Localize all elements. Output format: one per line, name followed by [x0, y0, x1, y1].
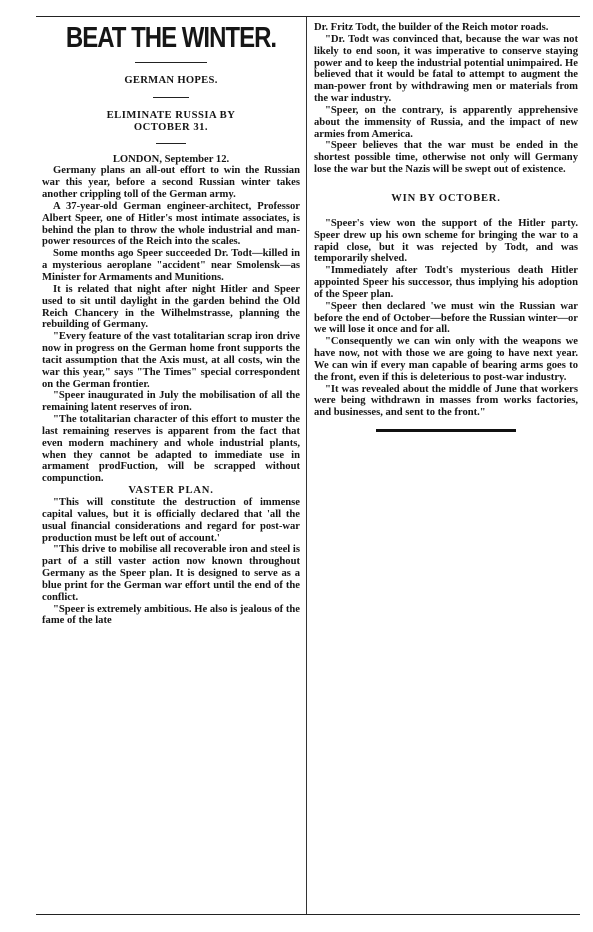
bottom-rule [36, 914, 580, 915]
paragraph: Dr. Fritz Todt, the builder of the Reich motor roads. [314, 22, 549, 33]
kicker-divider [153, 97, 189, 98]
paragraph: "The totalitarian character of this effort to muster the last remaining reserves is apparent from the fact that even modern machinery and whole industrial plants, when they cannot be adapted to immediate use in armament prodFuction, will be scrapped without compunction. [42, 414, 300, 485]
kicker: GERMAN HOPES. [124, 75, 218, 86]
paragraph: "It was revealed about the middle of June that workers were being withdrawn in masses from works factories, and businesses, and sent to the front." [314, 383, 578, 419]
article-column-left [42, 22, 300, 627]
paragraph: "Speer's view won the support of the Hitler party. Speer drew up his own scheme for bringing the war to a rapid close, but it was rejected by Todt, and was temporarily shelved. [314, 217, 578, 265]
paragraph: "Speer then declared 'we must win the Russian war before the end of October—before the Russian winter—or we will lose it once and for all. [314, 300, 578, 336]
dateline: LONDON, September 12. [112, 153, 230, 165]
paragraph: It is related that night after night Hitler and Speer used to sit until daylight in the garden behind the Old Reich Chancery in the Wilhelmstrasse, planning the rebuilding of Germany. [42, 283, 300, 331]
headline: BEAT THE WINTER. [65, 22, 277, 54]
left-body-continued [42, 497, 300, 627]
paragraph: "Immediately after Todt's mysterious death Hitler appointed Speer his successor, thus implying his adoption of the Speer plan. [314, 265, 578, 300]
paragraph: "Speer is extremely ambitious. He also is jealous of the fame of the late [42, 603, 300, 627]
paragraph: "This drive to mobilise all recoverable iron and steel is part of a still vaster action now known throughout Germany as the Speer plan. It is designed to serve as a blue print for the German war effort until the end of the conflict. [42, 544, 300, 603]
paragraph: "Every feature of the vast totalitarian scrap iron drive now in progress on the German home front supports the tacit assumption that the Axis must, at all costs, win the war this year," says "The Times" special correspondent on the German frontier. [42, 331, 300, 390]
deck-divider [156, 143, 186, 144]
column-divider [306, 17, 307, 914]
top-rule [36, 16, 580, 17]
right-body-continued [314, 218, 578, 419]
right-body [314, 22, 578, 176]
paragraph: A 37-year-old German engineer-architect, Professor Albert Speer, one of Hitler's most intimate associates, is behind the plan to throw the whole industrial and man-power resources of the Reich into the scales. [42, 200, 300, 248]
paragraph: Germany plans an all-out effort to win the Russian war this year, before a second Russian winter takes another crippling toll of the German army. [42, 165, 300, 201]
paragraph: "This will constitute the destruction of immense capital values, but it is officially declared that 'all the usual financial considerations and regard for post-war production must be left out of account.' [42, 497, 300, 544]
subhead-win-by-october: WIN BY OCTOBER. [391, 192, 501, 204]
paragraph: "Consequently we can win only with the weapons we have now, not with those we are going to have next year. We can win if every man capable of bearing arms goes to the front, even if this is deleterious to post-war industry. [314, 336, 578, 383]
headline-divider [135, 62, 207, 63]
article-column-right [314, 22, 578, 432]
deck: ELIMINATE RUSSIA BY OCTOBER 31. [106, 109, 236, 133]
subhead-vaster-plan: VASTER PLAN. [128, 485, 214, 497]
end-of-article-rule [376, 429, 516, 432]
paragraph: "Speer believes that the war must be ended in the shortest possible time, otherwise not only will Germany lose the war but the Nazis will be swept out of existence. [314, 140, 578, 176]
paragraph: "Speer inaugurated in July the mobilisation of all the remaining latent reserves of iron. [42, 390, 300, 414]
paragraph: "Dr. Todt was convinced that, because the war was not likely to end soon, it was imperative to conserve staying power and to keep the industrial potential unimpaired. He believed that it would be fatal to attempt to augment the man-power front by withdrawing men or materials from the war industry. [314, 33, 578, 105]
left-body [42, 165, 300, 485]
paragraph: "Speer, on the contrary, is apparently apprehensive about the immensity of Russia, and the impact of new armies from America. [314, 104, 578, 140]
paragraph: Some months ago Speer succeeded Dr. Todt—killed in a mysterious aeroplane "accident" near Smolensk—as Minister for Armaments and Munitions. [42, 248, 300, 283]
